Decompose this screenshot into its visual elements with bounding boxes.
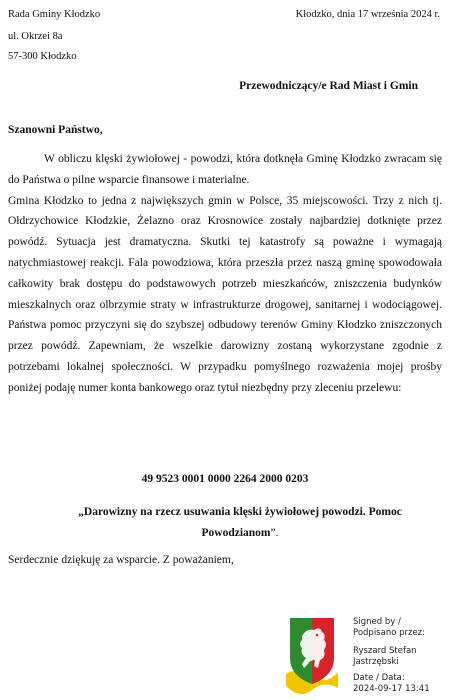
account-number: 49 9523 0001 0000 2264 2000 0203 xyxy=(141,473,309,485)
coat-of-arms-icon xyxy=(284,614,340,694)
closing: Serdecznie dziękuję za wsparcie. Z poważaniem, xyxy=(8,554,234,566)
date-place: Kłodzko, dnia 17 września 2024 r. xyxy=(295,9,440,20)
recipient: Przewodniczący/e Rad Miast i Gmin xyxy=(239,80,418,92)
signer-name-1: Ryszard Stefan xyxy=(353,646,417,656)
transfer-title-line1: „Darowizny na rzecz usuwania klęski żywiołowej powodzi. Pomoc xyxy=(78,506,402,518)
signed-by-label-1: Signed by / xyxy=(353,617,401,627)
signer-name-2: Jastrzębski xyxy=(353,656,399,667)
transfer-title-end: ”. xyxy=(270,527,279,539)
sign-date-label: Date / Data: xyxy=(353,673,405,683)
signed-by-label-2: Podpisano przez: xyxy=(353,627,426,638)
letter-body xyxy=(8,149,442,399)
sender-postcode: 57-300 Kłodzko xyxy=(8,51,77,62)
transfer-title-line2-wrap xyxy=(40,523,440,544)
signature-block xyxy=(353,617,430,694)
salutation: Szanowni Państwo, xyxy=(8,124,103,136)
transfer-title-line2: Powodzianom xyxy=(201,527,271,539)
sender-name: Rada Gminy Kłodzko xyxy=(8,9,101,20)
sign-date-value: 2024-09-17 13:41 xyxy=(353,683,430,694)
sender-street: ul. Okrzei 8a xyxy=(8,31,63,42)
paragraph-1: W obliczu klęski żywiołowej - powodzi, która dotknęła Gminę Kłodzko zwracam się do Państwa o pilne wsparcie finansowe i materialne. xyxy=(8,153,442,186)
coat-of-arms-seal xyxy=(284,614,340,694)
transfer-title xyxy=(40,502,440,544)
paragraph-2: Gmina Kłodzko to jedna z największych gmin w Polsce, 35 miejscowości. Trzy z nich tj. Ołdrzychowice Kłodzkie, Żelazno oraz Krosnowice zostały najbardziej dotknięte przez powódź. Sytuacja jest dramatyczna. Skutki tej katastrofy są poważne i wymagają natychmiastowej reakcji. Fala powodziowa, która przeszła przez naszą gminę spowodowała całkowity brak dostępu do podstawowych potrzeb mieszkańców, zniszczenia budynków mieszkalnych oraz olbrzymie straty w infrastrukturze drogowej, sanitarnej i wodociągowej. Państwa pomoc przyczyni się do szybszej odbudowy terenów Gminy Kłodzko zniszczonych przez powódź. Zapewniam, że wszelkie darowizny zostaną wykorzystane zgodnie z potrzebami lokalnej społeczności. W przypadku pomyślnego rozważenia mojej prośby poniżej podaję numer konta bankowego oraz tytuł niezbędny przy zleceniu przelewu: xyxy=(8,194,442,394)
